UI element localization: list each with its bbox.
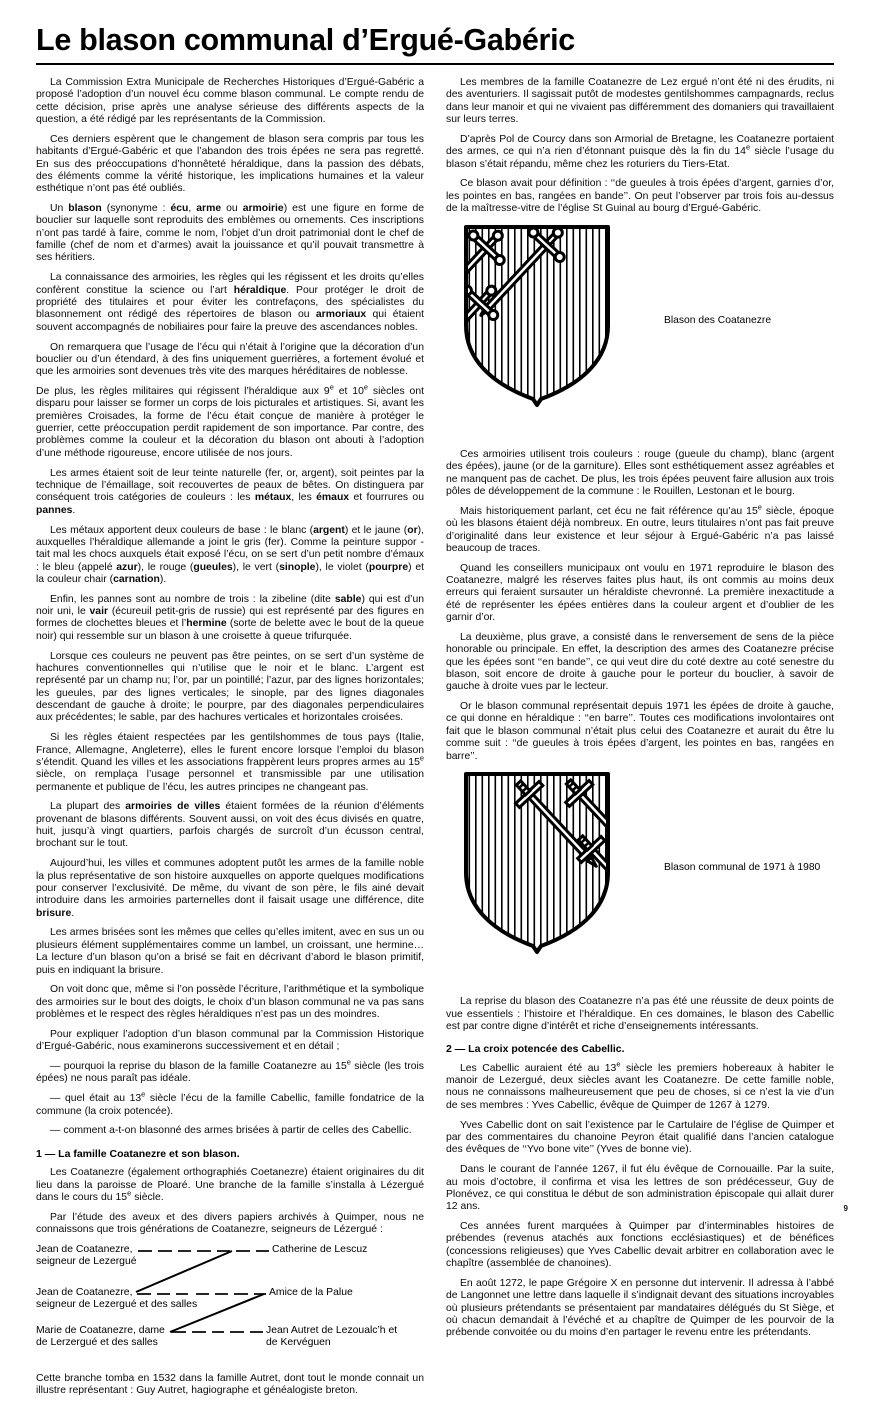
shield-coatanezre-holder [462, 223, 612, 408]
term-heraldique: héraldique [233, 284, 287, 296]
text-run: ) et le jaune ( [344, 524, 408, 536]
term-sable: sable [334, 593, 362, 605]
text-run: siècle les premiers hobereaux à habiter le manoir de Lezergué, deux siècles avant les Coatanezre. De cette famille noble, nous ne connaissons malheureusement que peu de choses, si ce n’est la vie d’un de ses membres : Yves Cabellic, évêque de Quimper de 1267 à 1279. [446, 1062, 834, 1111]
paragraph-remarquera: On remarquera que l’usage de l’écu qui n’était à l’origine que la décoration d’un bouclier ou d’un étendard, à des fins uniquement guerrières, a fortement évolué et que les armoiries sont devenues très vite des marques héréditaires de noblesse. [36, 341, 424, 378]
ordinal-suffix: e [329, 382, 334, 392]
text-run: siècle. [131, 1191, 164, 1203]
text-run: Les armes étaient soit de leur teinte naturelle (fer, or, argent), soit peintes par la technique de l’émaillage, soit recouvertes de peaux de bêtes. On distinguera par conséquent trois catégories de couleurs : les [36, 467, 424, 504]
paragraph-yves-cabellic: Yves Cabellic dont on sait l’existence par le Cartulaire de l’église de Quimper et par des commentaires du chanoine Peyron était qualifié dans l’ancien catalogue des évêques de ‘‘Yvo bone vite’’ (Yves de bonne vie). [446, 1119, 834, 1156]
text-run: D’après Pol de Courcy dans son Armorial de Bretagne, les Coatanezre portaient des armes, ce qui n’a rien d’étonnant puisque dès la fin du 14 [446, 133, 834, 158]
text-run: La connaissance des armoiries, les règles qui les régissent et les droits qu’elles confèrent constitue la science ou l’art [36, 272, 424, 296]
text-run: . [71, 907, 75, 919]
paragraph-dash-item-1 [36, 1057, 424, 1086]
ordinal-suffix: e [757, 502, 762, 512]
paragraph-blason-definition [36, 203, 424, 265]
term-armoirie: armoirie [242, 203, 284, 215]
genealogy-person-1-name: Jean de Coatanezre, [36, 1243, 133, 1255]
term-armoriaux: armoriaux [315, 309, 367, 321]
figure-blason-communal [446, 770, 834, 988]
paragraph-membres-famille: Les membres de la famille Coatanezre de Lez ergué n’ont été ni des érudits, ni des aventuriers. Il sagissait putôt de modestes gentilshommes campagnards, reclus dans leur manoir et qui ne vivaient pas différemment des domaniers qui travaillaient sur leurs terres. [446, 77, 834, 126]
ordinal-suffix: e [127, 1188, 132, 1198]
title-divider [36, 63, 834, 65]
text-run: ) qui est d’un noir uni, le [36, 593, 425, 618]
document-header [36, 24, 834, 65]
text-run: Les métaux apportent deux couleurs de base : le blanc ( [50, 524, 314, 536]
paragraph-pannes [36, 594, 424, 643]
term-carnation: carnation [113, 573, 160, 585]
paragraph-reprise-blason: La reprise du blason des Coatanezre n’a pas été une réussite de deux points de vue essentiels : l’histoire et l’héraldique. En ces domaines, le blason des Cabellic est par contre digne d’intérêt et riche d’enseignements intéressants. [446, 996, 834, 1033]
text-run: et 10 [333, 386, 364, 398]
paragraph-historiquement [446, 502, 834, 555]
coat-of-arms-coatanezre [462, 223, 612, 408]
text-run: . Pour protéger le droit de propriété des titulaires et pour éviter les contrefaçons, des spécialistes du blasonnement ont rédigé des répertoires de blason ou [36, 284, 424, 321]
ordinal-suffix: e [363, 382, 368, 392]
genealogy-spouse-2-name: Amice de la Palue [269, 1286, 353, 1298]
text-run: siècle, on remplaça l’usage personnel et transmissible par une utilisation permanente et publique de l’écu, les autres principes ne changeant pas. [36, 769, 424, 793]
paragraph-regles-militaires [36, 382, 425, 460]
paragraph-trois-couleurs: Ces armoiries utilisent trois couleurs : rouge (gueule du champ), blanc (argent des épées), jaune (or de la garniture). Elles sont esthétiquement assez agréables et ne manquent pas de cachet. De plus, les trois épées peuvent faire allusion aux trois pôles de développement de la commune : le Rouillen, Lestonan et le bourg. [446, 448, 834, 497]
paragraph-annee-1267: Dans le courant de l’année 1267, il fut élu évêque de Cornouaille. Par la suite, au mois d’octobre, il confirma et visa les lettres de son prédécesseur, Guy de Plonévez, ce qui constitua le début de son administration épiscopale qui allait durer 12 ans. [446, 1164, 834, 1213]
paragraph-prebendes: Ces années furent marquées à Quimper par d’interminables histoires de prébendes (revenus atachés aux fonctions ecclésiastiques) et de bénéfices (concessions religieuses) que Yves Cabellic devait arbitrer en collaboration avec le chapître (assemblée de chanoines). [446, 1221, 834, 1270]
paragraph-hachures: Lorsque ces couleurs ne peuvent pas être peintes, on se sert d’un système de hachures conventionnelles qui n’utilise que le noir et le blanc. L’argent est représenté par un champ nu; l’or, par un pointillé; l’azur, par des lignes horizontales; les gueules, par des lignes verticales; le sinople, par des lignes diagonales descendant de gauche à droite; le pourpre, par des diagonales perpendiculaires aux précédentes; le sable, par des hachures verticales et horizontales croisées. [36, 650, 424, 724]
text-run: ), le violet ( [315, 561, 369, 573]
text-run: ), le rouge ( [137, 561, 194, 573]
text-run: qui étaient souvent accompagnés de nobiliaires pour faire la preuve des ascendances nobles. [36, 309, 424, 333]
term-azur: azur [116, 561, 138, 573]
text-run: (écureuil petit-gris de russie) qui est représenté par des figures en formes de clochettes bleues et l’ [36, 606, 424, 630]
ordinal-suffix: e [745, 142, 751, 152]
term-sinople: sinople [279, 561, 316, 573]
figure-caption-communal: Blason communal de 1971 à 1980 [664, 862, 821, 874]
paragraph-blason-definition-gueules: Ce blason avait pour définition : ‘‘de gueules à trois épées d’argent, garnies d’or, les pointes en bas, rangées en bande’’. On peut l’observer par trois fois au-dessus de la maîtresse-vitre de l’église St Guinal au bourg d’Ergué-Gabéric. [446, 178, 834, 215]
ordinal-suffix: e [616, 1059, 621, 1069]
text-run: ). [159, 573, 167, 585]
paragraph-regles-respectees [36, 732, 424, 794]
genealogy-spouse-1-name: Catherine de Lescuz [272, 1243, 368, 1255]
term-vair: vair [89, 606, 109, 618]
figure-blason-coatanezre [446, 223, 834, 441]
shield-communal-holder [462, 770, 612, 955]
text-run: siècle, époque où les blasons étaient déjà nombreux. En outre, leurs titulaires n’ont pas fait preuve d’originalité dans leur existence et leur séjour à Ergué-Gabéric n’a pas laissé beaucoup de traces. [446, 505, 834, 554]
paragraph-esperent: Ces derniers espèrent que le changement de blason sera compris par tous les habitants d’Ergué-Gabéric et que l’abandon des trois épées ne sera pas regretté. En sus des préoccupations d’honnêteté héraldique, dans la passion des débats, des éléments comme la vérité historique, les implications humaines et la valeur esthétique n’ont pas été oubliés. [36, 133, 424, 195]
ordinal-suffix: e [419, 753, 424, 763]
paragraph-armes-brisees: Les armes brisées sont les mêmes que celles qu’elles imitent, avec en sus un ou plusieurs élément supplémentaires comme un lambel, un croissant, une hermine… La lecture d’un blason qu’on a brisé se fait en décrivant d’abord le blason primitif, puis en indiquant la brisure. [36, 927, 424, 976]
genealogy-spouse-3-name: Jean Autret de Lezoualc’h et [266, 1324, 398, 1336]
paragraph-branche-autret: Cette branche tomba en 1532 dans la famille Autret, dont tout le monde connait un illustre représentant : Guy Autret, hagiographe et généalogiste breton. [36, 1372, 424, 1397]
genealogy-spouse-3-name-cont: de Kervéguen [266, 1336, 331, 1348]
paragraph-dash-item-2 [36, 1089, 424, 1118]
genealogy-diagram [36, 1244, 424, 1366]
term-metaux: métaux [254, 492, 292, 504]
term-blason: blason [68, 203, 102, 215]
paragraph-coatanezre-origine [36, 1167, 424, 1204]
paragraph-commission: La Commission Extra Municipale de Recherches Historiques d’Ergué-Gabéric a proposé l’adoption d’un nouvel écu comme blason communal. Le compte rendu de cette décision, prise après une analyse sérieuse des différents aspects de la question, a été rédigé par les représentants de la Commission. [36, 77, 424, 126]
paragraph-deuxieme-erreur: La deuxième, plus grave, a consisté dans le renversement de sens de la pièce honorable ou principale. En effet, la description des armes des Coatanezre précise que les épées sont ‘‘en bande’’, ce qui veut dire du coté dextre au coté senestre du blason, soit encore de droite à gauche pour le porteur du bouclier, à savoir de gauche à droite vues par le lecteur. [446, 631, 834, 693]
term-gueules: gueules [193, 561, 233, 573]
descent-line-1 [136, 1251, 232, 1292]
text-run: siècles ont disparu pour laisser se former un corps de lois picturales et artistiques. Si, avant les premières Croisades, la forme de l’écu était conçue de manière à protéger le guerrier, cette préoccupation perdit rapidement de son importance. Par contre, des problèmes comme la couleur et la décoration du blason ont abouti à l’adoption d’une méthode rigoureuse, encore utilisée de nos jours. [36, 386, 425, 459]
text-run: — quel était au 13 [50, 1093, 142, 1105]
text-run: étaient formées de la réunion d’éléments provenant de blasons différents. Souvent aussi, on voit des écus divisés en quatre, huit, jusqu’à vingt quartiers, parfois chargés de surcroît d’un écusson central, brochant sur le tout. [36, 801, 424, 850]
paragraph-connaissance [36, 272, 424, 334]
text-run: ), le vert ( [232, 561, 280, 573]
text-run: ) est une figure en forme de bouclier sur laquelle sont reproduits des emblèmes ou ornements. Ces inscriptions n’ont pas tardé à faire, comme le nom, l’objet d’un droit patrimonial dont le chef de famille (chef de nom et d’armes) avait la jouissance et qu’il pouvait transmettre à ses héritiers. [36, 203, 425, 264]
term-arme: arme [196, 203, 222, 215]
term-or: or [407, 524, 418, 536]
text-run: (synonyme : [101, 203, 171, 215]
paragraph-on-voit-donc: On voit donc que, même si l’on possède l’écriture, l’arithmétique et la symbolique des armoiries sur le bout des doigts, le choix d’un blason communal ne va pas sans problèmes et le respect des règles héraldiques n’est pas un des moindres. [36, 984, 424, 1021]
two-column-layout [36, 77, 834, 1405]
text-run: (sorte de belette avec le bout de la queue noir) qui ressemble sur un blason à une croisette à queue trifurquée. [36, 618, 424, 642]
paragraph-or-le-blason: Or le blason communal représentait depuis 1971 les épées de droite à gauche, ce qui donne en héraldique : ‘‘en barre’’. Toutes ces modifications involontaires ont fait que le blason communal n’était plus celui des Coatanezre et aurait du être lu comme suit : ‘‘de gueules à trois épées d’argent, les pointes en bas, rangées en barre’’. [446, 701, 834, 762]
paragraph-conseillers-1971: Quand les conseillers municipaux ont voulu en 1971 reproduire le blason des Coatanezre, malgré les réserves faites plus haut, ils ont commis au moins deux erreurs qui feraient sursauter un héraldiste chevronné. La première inexactitude a été de représenter les épées entières dans la couleur argent et d’oublier de les garnir d’or. [446, 562, 834, 624]
paragraph-pol-de-courcy [446, 134, 834, 171]
paragraph-aveux-archives: Par l’étude des aveux et des divers papiers archivés à Quimper, nous ne connaissons que trois générations de Coatanezre, seigneurs de Lézergué : [36, 1211, 424, 1236]
text-run: La plupart des [50, 801, 126, 813]
genealogy-person-2-name: Jean de Coatanezre, [36, 1286, 133, 1298]
text-run: siècle l’usage du blason s’était répandu, même chez les roturiers du Tiers-Etat. [446, 146, 834, 170]
term-pannes: pannes [36, 504, 73, 516]
text-run: Les Coatanezre (également orthographiés Coetanezre) étaient originaires du dit lieu dans la paroisse de Ploaré. Une branche de la famille s’installa à Lézergué dans le cours du 15 [36, 1167, 424, 1203]
paragraph-metaux [36, 525, 424, 587]
text-run: siècle (les trois épées) ne nous paraît pas idéale. [36, 1061, 424, 1085]
page-title: Le blason communal d’Ergué-Gabéric [36, 23, 575, 57]
term-emaux: émaux [316, 492, 350, 504]
term-argent: argent [313, 524, 345, 536]
right-column [446, 77, 834, 1405]
paragraph-pour-expliquer: Pour expliquer l’adoption d’un blason communal par la Commission Historique d’Ergué-Gabéric, nous examinerons successivement et en détail ; [36, 1028, 424, 1053]
genealogy-person-3-title: de Lerzergué et des salles [36, 1336, 158, 1348]
text-run: et fourrures ou [349, 492, 424, 504]
term-ecu: écu [170, 203, 189, 215]
left-column [36, 77, 424, 1405]
page-number: 9 [843, 1204, 848, 1213]
term-hermine: hermine [186, 618, 227, 630]
text-run: Mais historiquement parlant, cet écu ne fait référence qu’au 15 [460, 505, 758, 517]
text-run: ou [221, 203, 243, 215]
ordinal-suffix: e [346, 1057, 351, 1067]
text-run: ), auxquelles l’héraldique allemande a joint le gris (fer). Comme la peinture suppor - tait mal les chocs auxquels était exposé l’écu, on se sert d’un petit nombre d’émaux : le bleu (appelé [36, 524, 424, 573]
paragraph-armoiries-villes [36, 801, 424, 850]
coat-of-arms-communal-1971 [462, 770, 612, 955]
paragraph-aujourdhui [36, 858, 424, 920]
genealogy-person-1-title: seigneur de Lezergué [36, 1255, 137, 1267]
text-run: , les [291, 492, 317, 504]
ordinal-suffix: e [141, 1089, 146, 1099]
term-armoiries-de-villes: armoiries de villes [125, 801, 221, 813]
paragraph-pape-gregoire: En août 1272, le pape Grégoire X en personne dut intervenir. Il adressa à l’abbé de Langonnet une lettre dans laquelle il s’indignait devant des situations incroyables où plusieurs prétendants se présentaient par mandataires délégués du St Siège, et où chacun demandait à l’évéché et aɹ chapître de Quimper de les pourvoir de la prébende convoitée ou du moins d’en partager le revenu entre les prétendants. [446, 1277, 834, 1339]
term-brisure: brisure [36, 907, 72, 919]
figure-caption-coatanezre: Blason des Coatanezre [664, 314, 772, 326]
genealogy-person-3-name: Marie de Coatanezre, dame [36, 1324, 165, 1336]
term-pourpre: pourpre [368, 561, 409, 573]
section-heading-1: 1 — La famille Coatanezre et son blason. [36, 1147, 240, 1160]
paragraph-dash-item-3: — comment a-t-on blasonné des armes brisées à partir de celles des Cabellic. [50, 1125, 412, 1137]
paragraph-cabellic-hobereaux [446, 1059, 834, 1112]
text-run: Un [50, 203, 69, 215]
section-heading-2: 2 — La croix potencée des Cabellic. [446, 1043, 625, 1056]
text-run: . [72, 504, 76, 516]
text-run: Enfin, les pannes sont au nombre de trois : la zibeline (dite [50, 593, 335, 605]
text-run: Aujourd’hui, les villes et communes adoptent putôt les armes de la famille noble la plus représentative de son histoire auxquelles on apporte quelques modifications pour conserver l’exclusivité. De même, du vivant de son père, le fils ainé devait introduire dans les armoiries parternelles dont il faisait usage une différence, dite [36, 858, 424, 907]
text-run: , [188, 203, 197, 215]
text-run: siècle l’écu de la famille Cabellic, famille fondatrice de la commune (la croix potencée). [36, 1093, 424, 1117]
text-run: ) et la couleur chair ( [36, 561, 424, 585]
paragraph-armes-teinte [36, 468, 424, 517]
text-run: Les Cabellic auraient été au 13 [460, 1062, 617, 1074]
text-run: De plus, les règles militaires qui régissent l’héraldique aux 9 [36, 386, 330, 398]
text-run: — pourquoi la reprise du blason de la famille Coatanezre au 15 [50, 1061, 347, 1073]
text-run: Si les règles étaient respectées par les gentilshommes de tous pays (Italie, France, Allemagne, Angleterre), elles le furent encore lorsque l’emploi du blason s’étendit. Quand les villes et les associations frappèrent leurs propres armes au 15 [36, 732, 424, 768]
genealogy-person-2-title: seigneur de Lezergué et des salles [36, 1298, 198, 1310]
